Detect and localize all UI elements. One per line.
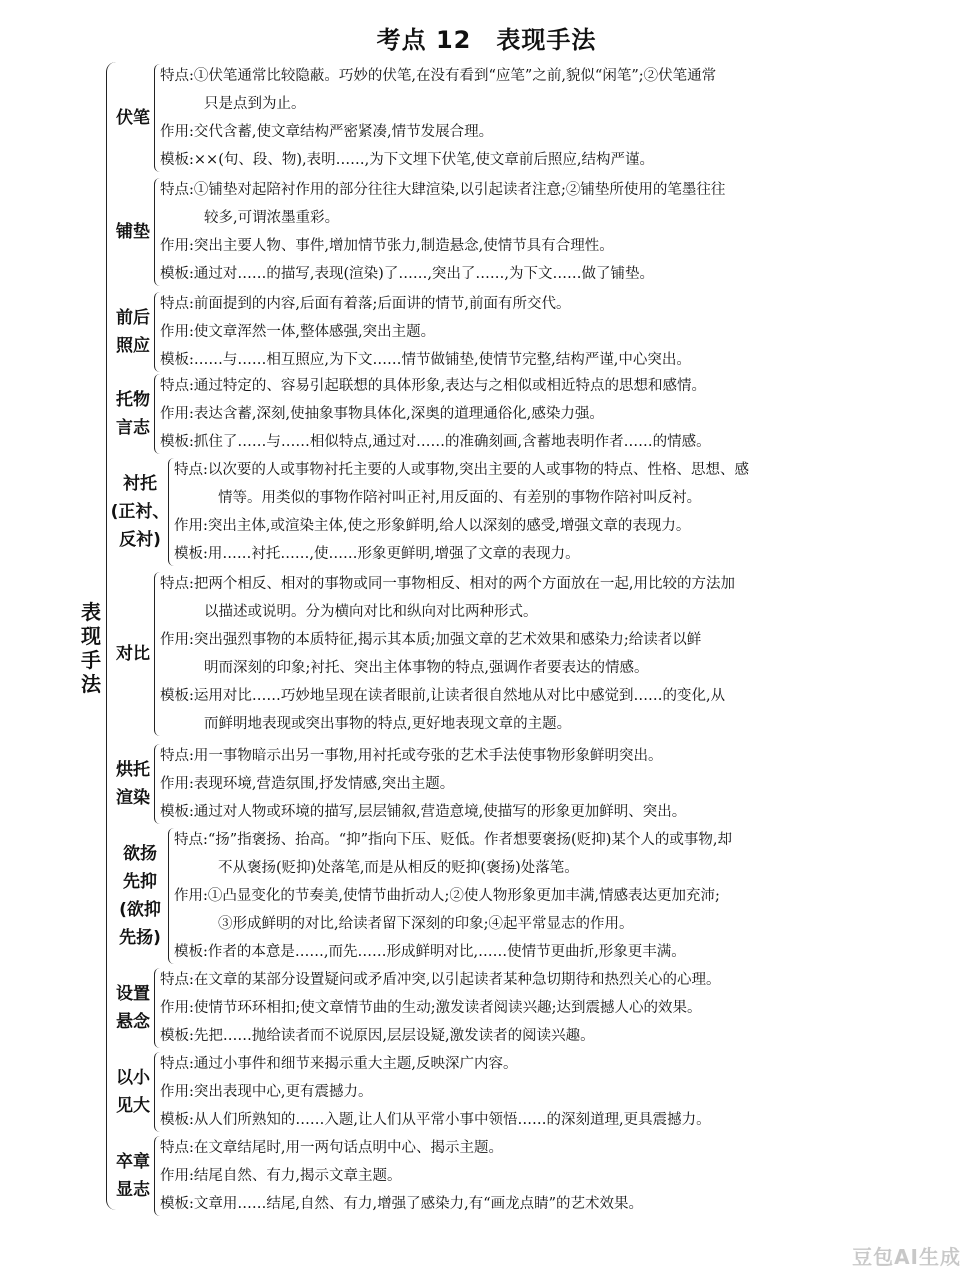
row-key: 作用: xyxy=(160,632,194,648)
row-text: 以次要的人或事物衬托主要的人或事物,突出主要的人或事物的特点、性格、思想、感 xyxy=(207,462,749,478)
section-row xyxy=(160,798,686,826)
section-label: 托物 言志 xyxy=(116,390,150,438)
row-key: 特点: xyxy=(160,378,194,394)
row-text: 文章用……结尾,自然、有力,增强了感染力,有“画龙点睛”的艺术效果。 xyxy=(193,1196,644,1212)
section-row xyxy=(160,570,735,626)
section-row xyxy=(174,882,720,938)
row-text: 把两个相反、相对的事物或同一事物相反、相对的两个方面放在一起,用比较的方法加 xyxy=(193,576,735,592)
section-row xyxy=(160,400,604,428)
section-row xyxy=(160,1106,711,1134)
row-text: 通过特定的、容易引起联想的具体形象,表达与之相似或相近特点的思想和感情。 xyxy=(193,378,706,394)
section-row xyxy=(160,428,711,456)
section-row xyxy=(160,1134,503,1162)
row-key: 作用: xyxy=(160,324,194,340)
row-text: “扬”指褒扬、抬高。“抑”指向下压、贬低。作者想要褒扬(贬抑)某个人的或事物,却 xyxy=(207,832,732,848)
row-key: 作用: xyxy=(160,1000,194,1016)
section-row xyxy=(160,176,725,232)
section-row xyxy=(160,682,725,738)
row-key: 作用: xyxy=(160,1168,194,1184)
section-label: 前后 照应 xyxy=(116,308,150,356)
section-row xyxy=(160,146,654,174)
row-text: ××(句、段、物),表明……,为下文埋下伏笔,使文章前后照应,结构严谨。 xyxy=(193,152,654,168)
row-text: 通过对……的描写,表现(渲染)了……,突出了……,为下文……做了铺垫。 xyxy=(193,266,655,282)
section-row xyxy=(160,994,702,1022)
section-label: 烘托 渲染 xyxy=(116,760,150,808)
row-text: 突出主要人物、事件,增加情节张力,制造悬念,使情节具有合理性。 xyxy=(193,238,614,254)
row-text: 只是点到为止。 xyxy=(204,96,306,112)
row-text: 通过小事件和细节来揭示重大主题,反映深广内容。 xyxy=(193,1056,518,1072)
section-row xyxy=(160,318,435,346)
row-key: 作用: xyxy=(174,518,208,534)
row-text: ①凸显变化的节奏美,使情节曲折动人;②使人物形象更加丰满,情感表达更加充沛; xyxy=(207,888,720,904)
row-key: 模板: xyxy=(160,688,194,704)
section-row xyxy=(174,540,580,568)
row-text: 运用对比……巧妙地呈现在读者眼前,让读者很自然地从对比中感觉到……的变化,从 xyxy=(193,688,726,704)
section-row xyxy=(160,232,614,260)
row-key: 特点: xyxy=(160,1140,194,1156)
row-text: 而鲜明地表现或突出事物的特点,更好地表现文章的主题。 xyxy=(204,716,572,732)
row-text: 用……衬托……,使……形象更鲜明,增强了文章的表现力。 xyxy=(207,546,580,562)
row-key: 特点: xyxy=(160,1056,194,1072)
row-text: 以描述或说明。分为横向对比和纵向对比两种形式。 xyxy=(204,604,538,620)
row-key: 模板: xyxy=(174,546,208,562)
row-key: 模板: xyxy=(160,804,194,820)
row-text: 在文章的某部分设置疑问或矛盾冲突,以引起读者某种急切期待和热烈关心的心理。 xyxy=(193,972,721,988)
row-key: 特点: xyxy=(160,576,194,592)
row-key: 模板: xyxy=(174,944,208,960)
row-key: 作用: xyxy=(160,406,194,422)
row-key: 作用: xyxy=(160,1084,194,1100)
section-row xyxy=(160,372,706,400)
row-text: 突出主体,或渲染主体,使之形象鲜明,给人以深刻的感受,增强文章的表现力。 xyxy=(207,518,691,534)
watermark: 豆包AI生成 xyxy=(852,1245,961,1269)
row-key: 特点: xyxy=(160,68,194,84)
row-text: 抓住了……与……相似特点,通过对……的准确刻画,含蓄地表明作者……的情感。 xyxy=(193,434,711,450)
row-text: 通过对人物或环境的描写,层层铺叙,营造意境,使描写的形象更加鲜明、突出。 xyxy=(193,804,687,820)
row-text: 用一事物暗示出另一事物,用衬托或夸张的艺术手法使事物形象鲜明突出。 xyxy=(193,748,663,764)
row-key: 模板: xyxy=(160,1196,194,1212)
row-key: 作用: xyxy=(160,776,194,792)
section-row xyxy=(160,742,663,770)
row-text: 从人们所熟知的……入题,让人们从平常小事中领悟……的深刻道理,更具震撼力。 xyxy=(193,1112,711,1128)
section-row xyxy=(160,1022,595,1050)
row-text: ……与……相互照应,为下文……情节做铺垫,使情节完整,结构严谨,中心突出。 xyxy=(193,352,691,368)
row-key: 模板: xyxy=(160,266,194,282)
row-text: 交代含蓄,使文章结构严密紧凑,情节发展合理。 xyxy=(193,124,494,140)
row-key: 作用: xyxy=(174,888,208,904)
section-row xyxy=(160,966,721,994)
row-key: 作用: xyxy=(160,124,194,140)
section-row xyxy=(160,1190,643,1218)
section-row xyxy=(160,1050,518,1078)
section-label: 欲扬 先抑 (欲抑 先扬) xyxy=(119,844,161,948)
row-key: 模板: xyxy=(160,152,194,168)
section-row xyxy=(174,826,732,882)
row-key: 特点: xyxy=(160,972,194,988)
row-text: 结尾自然、有力,揭示文章主题。 xyxy=(193,1168,402,1184)
section-row xyxy=(160,260,654,288)
row-text: 较多,可谓浓墨重彩。 xyxy=(204,210,340,226)
row-text: 情等。用类似的事物作陪衬叫正衬,用反面的、有差别的事物作陪衬叫反衬。 xyxy=(218,490,702,506)
section-row xyxy=(160,290,571,318)
row-key: 特点: xyxy=(174,832,208,848)
section-label: 设置 悬念 xyxy=(116,984,150,1032)
row-text: ①铺垫对起陪衬作用的部分往往大肆渲染,以引起读者注意;②铺垫所使用的笔墨往往 xyxy=(193,182,726,198)
row-text: 表现环境,营造氛围,抒发情感,突出主题。 xyxy=(193,776,455,792)
row-text: 使情节环环相扣;使文章情节曲的生动;激发读者阅读兴趣;达到震撼人心的效果。 xyxy=(193,1000,702,1016)
row-text: 不从褒扬(贬抑)处落笔,而是从相反的贬抑(褒扬)处落笔。 xyxy=(218,860,579,876)
row-key: 作用: xyxy=(160,238,194,254)
row-text: 突出强烈事物的本质特征,揭示其本质;加强文章的艺术效果和感染力;给读者以鲜 xyxy=(193,632,702,648)
section-label: 以小 见大 xyxy=(116,1068,150,1116)
row-text: 明而深刻的印象;衬托、突出主体事物的特点,强调作者要表达的情感。 xyxy=(204,660,649,676)
root-label: 表 现 手 法 xyxy=(81,600,101,696)
section-row xyxy=(160,62,716,118)
row-key: 特点: xyxy=(160,182,194,198)
row-key: 模板: xyxy=(160,352,194,368)
section-row xyxy=(160,770,454,798)
section-row xyxy=(160,346,691,374)
row-text: 突出表现中心,更有震撼力。 xyxy=(193,1084,373,1100)
section-label: 卒章 显志 xyxy=(116,1152,150,1200)
row-text: 在文章结尾时,用一两句话点明中心、揭示主题。 xyxy=(193,1140,503,1156)
section-row xyxy=(174,938,686,966)
section-row xyxy=(174,456,749,512)
section-row xyxy=(174,512,690,540)
section-label: 伏笔 xyxy=(116,108,150,128)
section-label: 衬托 (正衬、 反衬) xyxy=(110,474,170,550)
row-text: ③形成鲜明的对比,给读者留下深刻的印象;④起平常显志的作用。 xyxy=(218,916,634,932)
page-title: 考点 12 表现手法 xyxy=(376,26,597,54)
row-text: 使文章浑然一体,整体感强,突出主题。 xyxy=(193,324,436,340)
row-key: 模板: xyxy=(160,1112,194,1128)
row-text: 先把……抛给读者而不说原因,层层设疑,激发读者的阅读兴趣。 xyxy=(193,1028,595,1044)
section-label: 对比 xyxy=(116,644,150,664)
row-text: 前面提到的内容,后面有着落;后面讲的情节,前面有所交代。 xyxy=(193,296,571,312)
section-row xyxy=(160,626,701,682)
row-text: 表达含蓄,深刻,使抽象事物具体化,深奥的道理通俗化,感染力强。 xyxy=(193,406,604,422)
row-text: ①伏笔通常比较隐蔽。巧妙的伏笔,在没有看到“应笔”之前,貌似“闲笔”;②伏笔通常 xyxy=(193,68,717,84)
section-row xyxy=(160,118,493,146)
row-key: 特点: xyxy=(160,748,194,764)
section-row xyxy=(160,1078,373,1106)
row-key: 特点: xyxy=(174,462,208,478)
section-label: 铺垫 xyxy=(116,222,150,242)
section-row xyxy=(160,1162,402,1190)
row-key: 特点: xyxy=(160,296,194,312)
row-text: 作者的本意是……,而先……形成鲜明对比,……使情节更曲折,形象更丰满。 xyxy=(207,944,686,960)
row-key: 模板: xyxy=(160,434,194,450)
row-key: 模板: xyxy=(160,1028,194,1044)
